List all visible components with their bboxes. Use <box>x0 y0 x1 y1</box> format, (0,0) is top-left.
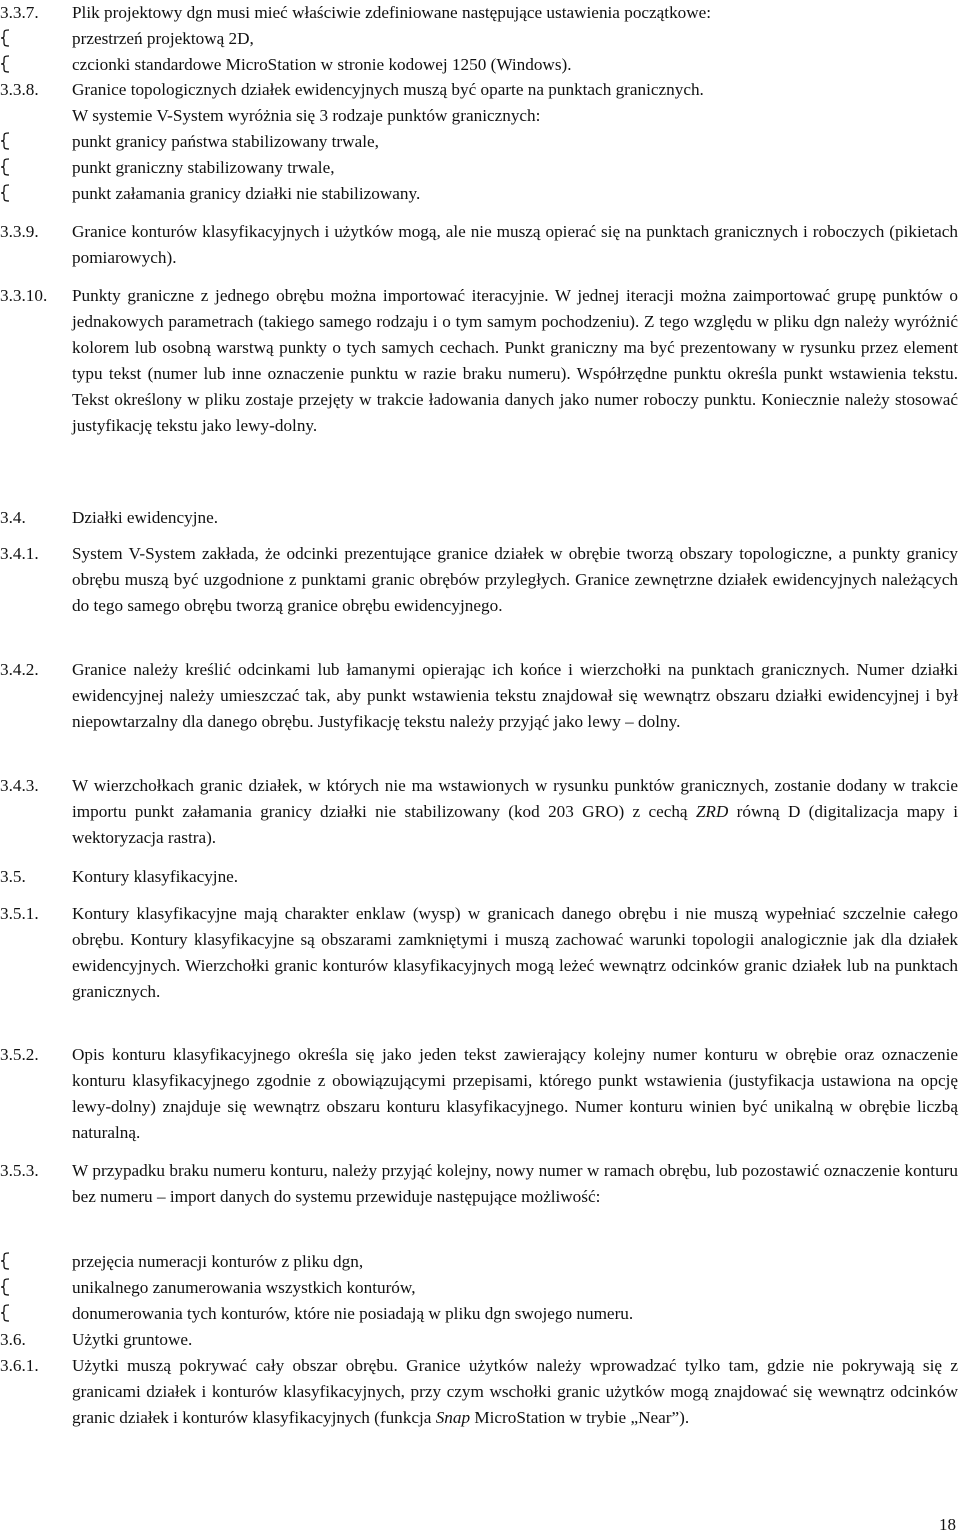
emphasis-text: Snap <box>435 1408 471 1427</box>
section-text: Plik projektowy dgn musi mieć właściwie zdefiniowane następujące ustawienia początkowe: <box>72 3 712 22</box>
section-3-4-3 <box>0 773 958 851</box>
bullet-icon <box>0 26 72 52</box>
section-heading: Działki ewidencyjne. <box>72 508 219 527</box>
bullet-item <box>0 181 958 207</box>
bullet-text: czcionki standardowe MicroStation w stronie kodowej 1250 (Windows). <box>72 55 572 74</box>
section-text: Użytki muszą pokrywać cały obszar obrębu. Granice użytków należy wprowadzać tylko tam, gdzie nie pokrywają się z granicami działek i konturów klasyfikacyjnych, przy czym wschołki granic użytków mogą znajdować się wewnątrz odcinków granic działek i konturów klasyfikacyjnych (funkcja Snap MicroStation w trybie „Near”). <box>72 1356 958 1427</box>
bullet-icon <box>0 129 72 155</box>
section-3-5 <box>0 864 958 890</box>
section-text: W przypadku braku numeru konturu, należy przyjąć kolejny, nowy numer w ramach obrębu, lub pozostawić oznaczenie konturu bez numeru – import danych do systemu przewiduje następujące możliwość: <box>72 1161 958 1206</box>
emphasis-text: ZRD <box>695 802 729 821</box>
section-3-5-1 <box>0 901 958 1005</box>
section-number: 3.3.10. <box>0 286 48 305</box>
bullet-item <box>0 129 958 155</box>
section-text: System V-System zakłada, że odcinki prezentujące granice działek w obrębie tworzą obszary topologiczne, a punkty granicy obrębu muszą być uzgodnione z punktami granic obrębów przyległych. Granice zewnętrzne działek ewidencyjnych należących do tego samego obrębu tworzą granice obrębu ewidencyjnego. <box>72 544 958 615</box>
bullet-text: przejęcia numeracji konturów z pliku dgn, <box>72 1252 364 1271</box>
section-number: 3.4.2. <box>0 660 39 679</box>
bullet-text: punkt graniczny stabilizowany trwale, <box>72 158 335 177</box>
section-text: Punkty graniczne z jednego obrębu można importować iteracyjnie. W jednej iteracji można zaimportować grupę punktów o jednakowych parametrach (takiego samego rodzaju i o tym samym pochodzeniu). Z tego względu w pliku dgn należy wyróżnić kolorem lub osobną warstwą punkty o tych samych cechach. Punkt graniczny ma być prezentowany w rysunku przez element typu tekst (numer lub inne oznaczenie punktu w razie braku numeru). Współrzędne punktu określa punkt wstawienia tekstu. Tekst określony w pliku zostaje przejęty w trakcie ładowania danych jako numer roboczy punktu. Koniecznie należy stosować justyfikację tekstu jako lewy-dolny. <box>72 286 958 435</box>
section-3-4-1 <box>0 541 958 619</box>
bullet-text: unikalnego zanumerowania wszystkich konturów, <box>72 1278 416 1297</box>
section-3-6-1 <box>0 1353 958 1431</box>
bullet-icon <box>0 155 72 181</box>
bullet-icon <box>0 1301 72 1327</box>
bullet-item <box>0 52 958 78</box>
bullet-text: donumerowania tych konturów, które nie posiadają w pliku dgn swojego numeru. <box>72 1304 634 1323</box>
section-3-4-2 <box>0 657 958 735</box>
bullet-icon <box>0 1249 72 1275</box>
section-3-4 <box>0 505 958 531</box>
section-number: 3.4.1. <box>0 544 39 563</box>
bullet-text: przestrzeń projektową 2D, <box>72 29 254 48</box>
section-number: 3.3.7. <box>0 3 39 22</box>
bullet-item <box>0 1249 958 1275</box>
section-number: 3.5.1. <box>0 904 39 923</box>
section-text: W systemie V-System wyróżnia się 3 rodzaje punktów granicznych: <box>72 106 541 125</box>
page-number: 18 <box>939 1515 956 1534</box>
bullet-icon <box>0 1275 72 1301</box>
section-text: Granice konturów klasyfikacyjnych i użytków mogą, ale nie muszą opierać się na punktach granicznych i roboczych (pikietach pomiarowych). <box>72 222 958 267</box>
section-number: 3.4. <box>0 508 26 527</box>
section-number: 3.4.3. <box>0 776 39 795</box>
bullet-item <box>0 1275 958 1301</box>
bullet-text: punkt załamania granicy działki nie stabilizowany. <box>72 184 421 203</box>
section-3-5-3 <box>0 1158 958 1210</box>
section-number: 3.3.8. <box>0 80 39 99</box>
section-number: 3.5.3. <box>0 1161 39 1180</box>
section-number: 3.5.2. <box>0 1045 39 1064</box>
section-text: Granice topologicznych działek ewidencyjnych muszą być oparte na punktach granicznych. <box>72 80 704 99</box>
section-heading: Użytki gruntowe. <box>72 1330 193 1349</box>
section-3-5-2 <box>0 1042 958 1146</box>
section-number: 3.6. <box>0 1330 26 1349</box>
section-text: W wierzchołkach granic działek, w których nie ma wstawionych w rysunku punktów granicznych, zostanie dodany w trakcie importu punkt załamania granicy działki nie stabilizowany (kod 203 GRO) z cechą ZRD równą D (digitalizacja mapy i wektoryzacja rastra). <box>72 776 958 847</box>
bullet-item <box>0 1301 958 1327</box>
section-text: Granice należy kreślić odcinkami lub łamanymi opierając ich końce i wierzchołki na punktach granicznych. Numer działki ewidencyjnej należy umieszczać tak, aby punkt wstawienia tekstu znajdował się wewnątrz obszaru działki ewidencyjnej i był niepowtarzalny dla danego obrębu. Justyfikację tekstu należy przyjąć jako lewy – dolny. <box>72 660 958 731</box>
bullet-icon <box>0 52 72 78</box>
section-3-3-10 <box>0 283 958 439</box>
section-3-6 <box>0 1327 958 1353</box>
section-3-3-7 <box>0 0 958 26</box>
section-heading: Kontury klasyfikacyjne. <box>72 867 239 886</box>
section-number: 3.6.1. <box>0 1356 39 1375</box>
section-text: Opis konturu klasyfikacyjnego określa się jako jeden tekst zawierający kolejny numer konturu w obrębie oraz oznaczenie konturu klasyfikacyjnego zgodnie z obowiązującymi przepisami, którego punkt wstawienia (justyfikacja ustawiona na opcję lewy-dolny) znajduje się wewnątrz obszaru konturu klasyfikacyjnego. Numer konturu winien być unikalną w obrębie liczbą naturalną. <box>72 1045 958 1142</box>
section-text: Kontury klasyfikacyjne mają charakter enklaw (wysp) w granicach danego obrębu i nie muszą wypełniać szczelnie całego obrębu. Kontury klasyfikacyjne są obszarami zamkniętymi i muszą zachować warunki topologii analogicznie jak dla działek ewidencyjnych. Wierzchołki granic konturów klasyfikacyjnych mogą leżeć wewnątrz odcinków granic działek lub na punktach granicznych. <box>72 904 958 1001</box>
bullet-text: punkt granicy państwa stabilizowany trwale, <box>72 132 379 151</box>
section-number: 3.3.9. <box>0 222 39 241</box>
section-3-3-9 <box>0 219 958 271</box>
bullet-icon <box>0 181 72 207</box>
bullet-item <box>0 26 958 52</box>
bullet-item <box>0 155 958 181</box>
section-number: 3.5. <box>0 867 26 886</box>
section-3-3-8 <box>0 77 958 129</box>
